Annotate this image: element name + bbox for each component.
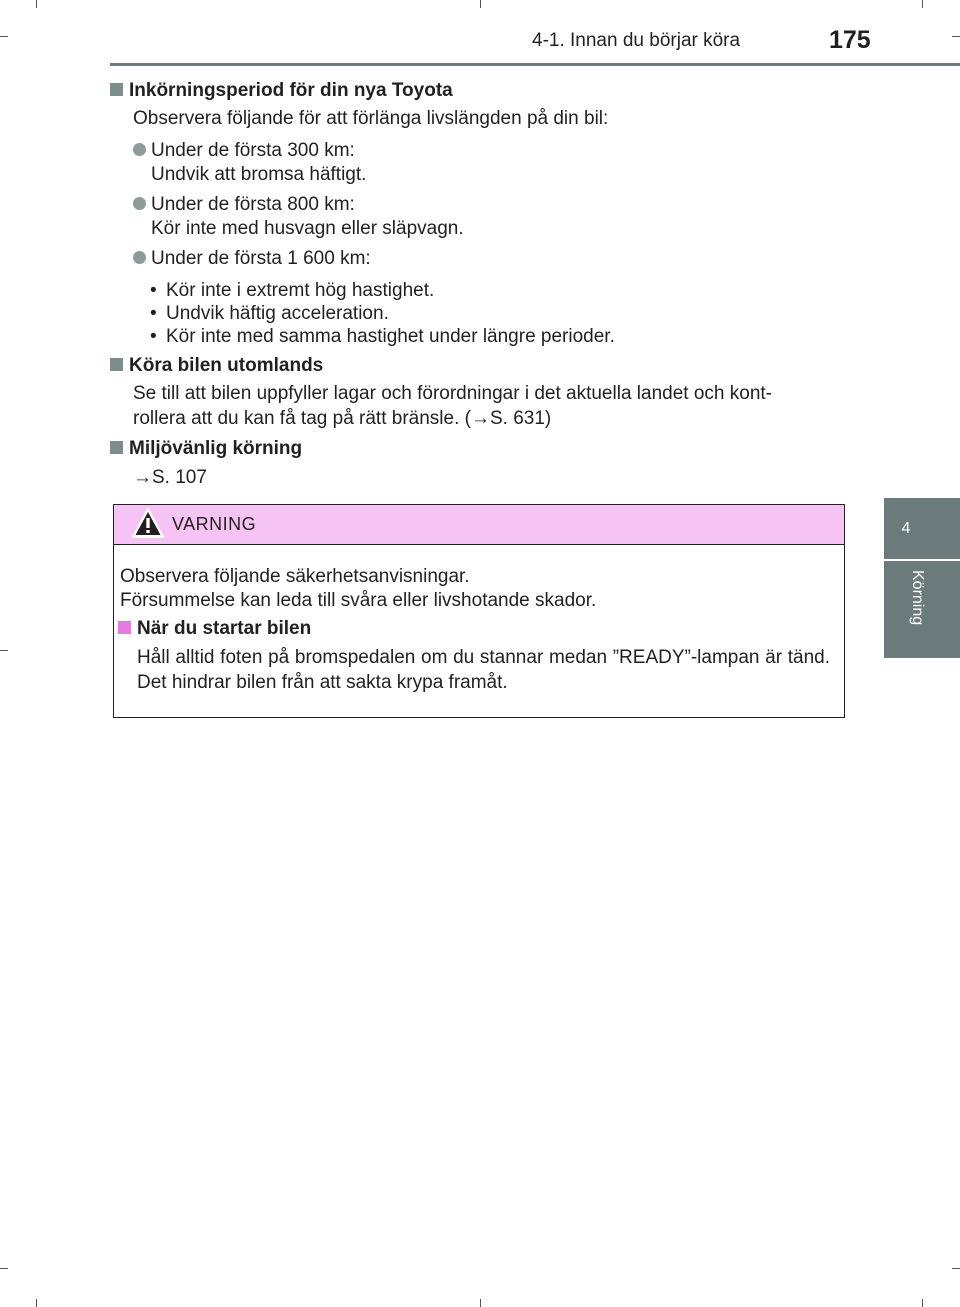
warning-consequence: Försummelse kan leda till svåra eller livshotande skador. bbox=[120, 590, 597, 611]
crop-mark bbox=[36, 0, 37, 8]
list-item-text bbox=[151, 139, 366, 187]
warning-header bbox=[114, 505, 844, 545]
list-item bbox=[133, 139, 367, 185]
sub-bullet bbox=[150, 302, 389, 326]
crop-mark bbox=[952, 36, 960, 37]
header-rule bbox=[110, 63, 960, 66]
warning-box bbox=[113, 504, 845, 718]
section-title: 4-1. Innan du börjar köra bbox=[532, 30, 741, 51]
square-bullet-icon bbox=[110, 441, 123, 454]
square-bullet-icon bbox=[110, 358, 123, 371]
chapter-tab bbox=[884, 498, 960, 658]
circle-bullet-icon bbox=[133, 251, 146, 264]
list-item-text bbox=[151, 193, 464, 241]
bullet-icon: • bbox=[150, 303, 157, 324]
warning-triangle-icon bbox=[132, 508, 164, 538]
crop-mark bbox=[0, 650, 8, 651]
crop-mark bbox=[922, 0, 923, 8]
list-item-line: Kör inte med husvagn eller släpvagn. bbox=[151, 218, 464, 239]
crop-mark bbox=[0, 36, 8, 37]
sub-bullet-text: Undvik häftig acceleration. bbox=[166, 303, 389, 324]
crop-mark bbox=[480, 1299, 481, 1307]
warning-intro: Observera följande säkerhetsanvisningar. bbox=[120, 566, 470, 587]
list-item-line: Under de första 1 600 km: bbox=[151, 248, 371, 269]
page-number: 175 bbox=[829, 26, 871, 54]
sub-bullet-text: Kör inte i extremt hög hastighet. bbox=[166, 280, 435, 301]
list-item-line: Undvik att bromsa häftigt. bbox=[151, 164, 367, 185]
section-intro: Observera följande för att förlänga livslängden på din bil: bbox=[133, 108, 609, 129]
section-text-line: rollera att du kan få tag på rätt bränsle. (→S. 631) bbox=[133, 408, 552, 429]
section-heading bbox=[110, 355, 323, 377]
section-text bbox=[133, 381, 843, 431]
crop-mark bbox=[36, 1299, 37, 1307]
warning-subheading-text: När du startar bilen bbox=[137, 618, 312, 639]
list-item bbox=[133, 193, 464, 239]
section-heading bbox=[110, 438, 302, 460]
bullet-icon: • bbox=[150, 326, 157, 347]
warning-subheading bbox=[118, 618, 311, 640]
section-heading-text: Köra bilen utomlands bbox=[129, 355, 324, 376]
sub-bullet bbox=[150, 325, 615, 349]
chapter-label: Körning bbox=[909, 570, 926, 626]
list-item-line: Under de första 800 km: bbox=[151, 194, 355, 215]
section-heading-text: Miljövänlig körning bbox=[129, 438, 303, 459]
page-reference-link[interactable]: →S. 107 bbox=[133, 467, 207, 488]
circle-bullet-icon bbox=[133, 143, 146, 156]
section-text-line: Se till att bilen uppfyller lagar och förordningar i det aktuella landet och kont- bbox=[133, 383, 772, 404]
crop-mark bbox=[952, 1268, 960, 1269]
warning-title: VARNING bbox=[172, 514, 257, 534]
crop-mark bbox=[922, 1299, 923, 1307]
bullet-icon: • bbox=[150, 280, 157, 301]
circle-bullet-icon bbox=[133, 197, 146, 210]
sub-bullet bbox=[150, 279, 434, 303]
list-item-text bbox=[151, 247, 371, 271]
list-item bbox=[133, 247, 371, 271]
square-bullet-icon bbox=[118, 621, 131, 634]
section-heading bbox=[110, 80, 453, 102]
sub-bullet-text: Kör inte med samma hastighet under längre perioder. bbox=[166, 326, 615, 347]
warning-body: Håll alltid foten på bromspedalen om du stannar medan ”READY”-lampan är tänd. Det hindrar bilen från att sakta krypa framåt. bbox=[137, 647, 830, 693]
section-heading-text: Inkörningsperiod för din nya Toyota bbox=[129, 80, 453, 101]
list-item-line: Under de första 300 km: bbox=[151, 140, 355, 161]
crop-mark bbox=[480, 0, 481, 8]
chapter-number: 4 bbox=[901, 520, 911, 537]
crop-mark bbox=[0, 1268, 8, 1269]
chapter-divider bbox=[884, 559, 960, 561]
square-bullet-icon bbox=[110, 83, 123, 96]
